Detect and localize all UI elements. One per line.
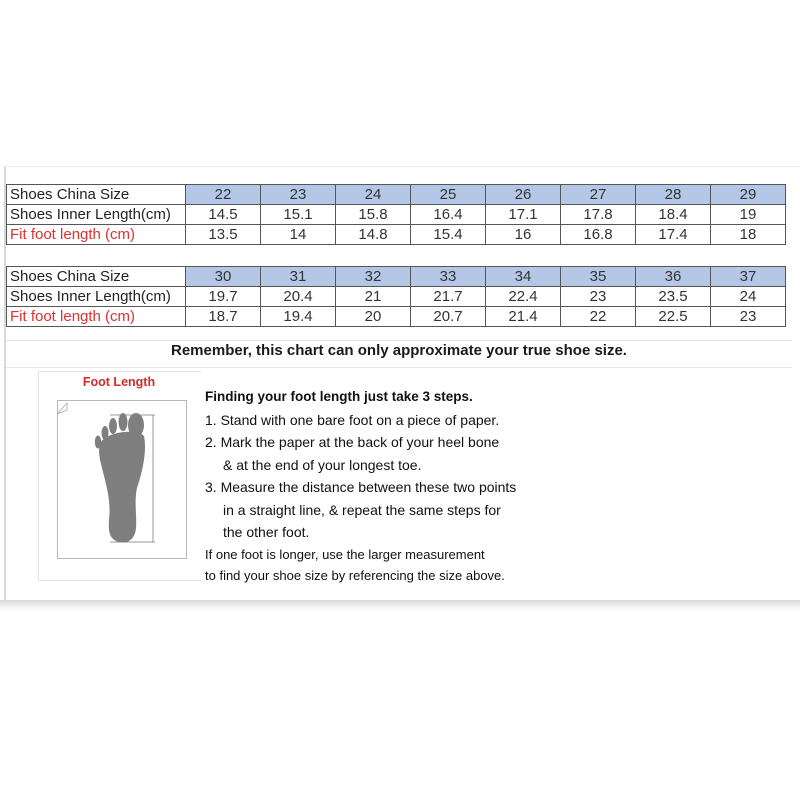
instruction-note: If one foot is longer, use the larger measurement xyxy=(205,546,485,562)
inner-length-cell: 23 xyxy=(561,287,636,307)
fit-length-cell: 13.5 xyxy=(186,225,261,245)
inner-length-cell: 24 xyxy=(711,287,786,307)
sheet-gridline xyxy=(6,367,792,368)
size-cell: 30 xyxy=(186,267,261,287)
size-cell: 29 xyxy=(711,185,786,205)
fit-length-cell: 14 xyxy=(261,225,336,245)
fit-length-cell: 17.4 xyxy=(636,225,711,245)
size-cell: 35 xyxy=(561,267,636,287)
fit-length-cell: 22 xyxy=(561,307,636,327)
instructions-title: Finding your foot length just take 3 steps. xyxy=(205,389,473,404)
size-table-30-37 xyxy=(6,266,786,327)
instruction-step-1: 1. Stand with one bare foot on a piece of paper. xyxy=(205,411,500,428)
fit-length-cell: 16 xyxy=(486,225,561,245)
fit-length-cell: 19.4 xyxy=(261,307,336,327)
sheet-shadow xyxy=(0,600,800,612)
size-cell: 23 xyxy=(261,185,336,205)
instruction-step-2: 2. Mark the paper at the back of your heel bone xyxy=(205,434,500,450)
fit-length-cell: 18.7 xyxy=(186,307,261,327)
fit-length-cell: 16.8 xyxy=(561,225,636,245)
instruction-step-3: 3. Measure the distance between these two points xyxy=(205,479,517,495)
fit-length-cell: 21.4 xyxy=(486,307,561,327)
fit-length-cell: 23 xyxy=(711,307,786,327)
foot-outline-icon xyxy=(57,400,187,560)
fit-length-cell: 18 xyxy=(711,225,786,245)
inner-length-cell: 19 xyxy=(711,205,786,225)
sheet-gridline xyxy=(6,340,792,341)
row-label: Shoes China Size xyxy=(7,185,186,205)
inner-length-cell: 17.1 xyxy=(486,205,561,225)
foot-length-instructions xyxy=(205,386,565,587)
approximation-note: Remember, this chart can only approximate your true shoe size. xyxy=(171,342,627,359)
size-cell: 33 xyxy=(411,267,486,287)
size-cell: 24 xyxy=(336,185,411,205)
size-table-22-29 xyxy=(6,184,786,245)
instruction-step-3-cont: in a straight line, & repeat the same steps for xyxy=(223,501,501,518)
size-cell: 25 xyxy=(411,185,486,205)
row-label: Shoes China Size xyxy=(7,267,186,287)
instruction-step-2-cont: & at the end of your longest toe. xyxy=(223,456,422,473)
size-cell: 37 xyxy=(711,267,786,287)
foot-length-label: Foot Length xyxy=(82,375,156,389)
size-cell: 26 xyxy=(486,185,561,205)
inner-length-cell: 21 xyxy=(336,287,411,307)
table-row-inner-length xyxy=(7,287,786,307)
size-cell: 32 xyxy=(336,267,411,287)
inner-length-cell: 23.5 xyxy=(636,287,711,307)
size-cell: 31 xyxy=(261,267,336,287)
table-row-fit-foot-length xyxy=(7,225,786,245)
inner-length-cell: 15.8 xyxy=(336,205,411,225)
inner-length-cell: 14.5 xyxy=(186,205,261,225)
inner-length-cell: 17.8 xyxy=(561,205,636,225)
fit-length-cell: 20.7 xyxy=(411,307,486,327)
table-row-fit-foot-length xyxy=(7,307,786,327)
fit-length-cell: 14.8 xyxy=(336,225,411,245)
inner-length-cell: 15.1 xyxy=(261,205,336,225)
inner-length-cell: 18.4 xyxy=(636,205,711,225)
size-cell: 27 xyxy=(561,185,636,205)
table-row-inner-length xyxy=(7,205,786,225)
fit-length-cell: 22.5 xyxy=(636,307,711,327)
fit-length-cell: 15.4 xyxy=(411,225,486,245)
size-cell: 28 xyxy=(636,185,711,205)
row-label: Shoes Inner Length(cm) xyxy=(7,287,186,307)
inner-length-cell: 20.4 xyxy=(261,287,336,307)
size-cell: 22 xyxy=(186,185,261,205)
row-label: Shoes Inner Length(cm) xyxy=(7,205,186,225)
size-cell: 36 xyxy=(636,267,711,287)
row-label: Fit foot length (cm) xyxy=(7,307,186,327)
inner-length-cell: 22.4 xyxy=(486,287,561,307)
inner-length-cell: 19.7 xyxy=(186,287,261,307)
table-row-china-size xyxy=(7,267,786,287)
row-label: Fit foot length (cm) xyxy=(7,225,186,245)
size-cell: 34 xyxy=(486,267,561,287)
instruction-note: to find your shoe size by referencing the size above. xyxy=(205,568,505,583)
inner-length-cell: 21.7 xyxy=(411,287,486,307)
instruction-step-3-cont: the other foot. xyxy=(223,524,310,540)
table-row-china-size xyxy=(7,185,786,205)
fit-length-cell: 20 xyxy=(336,307,411,327)
inner-length-cell: 16.4 xyxy=(411,205,486,225)
